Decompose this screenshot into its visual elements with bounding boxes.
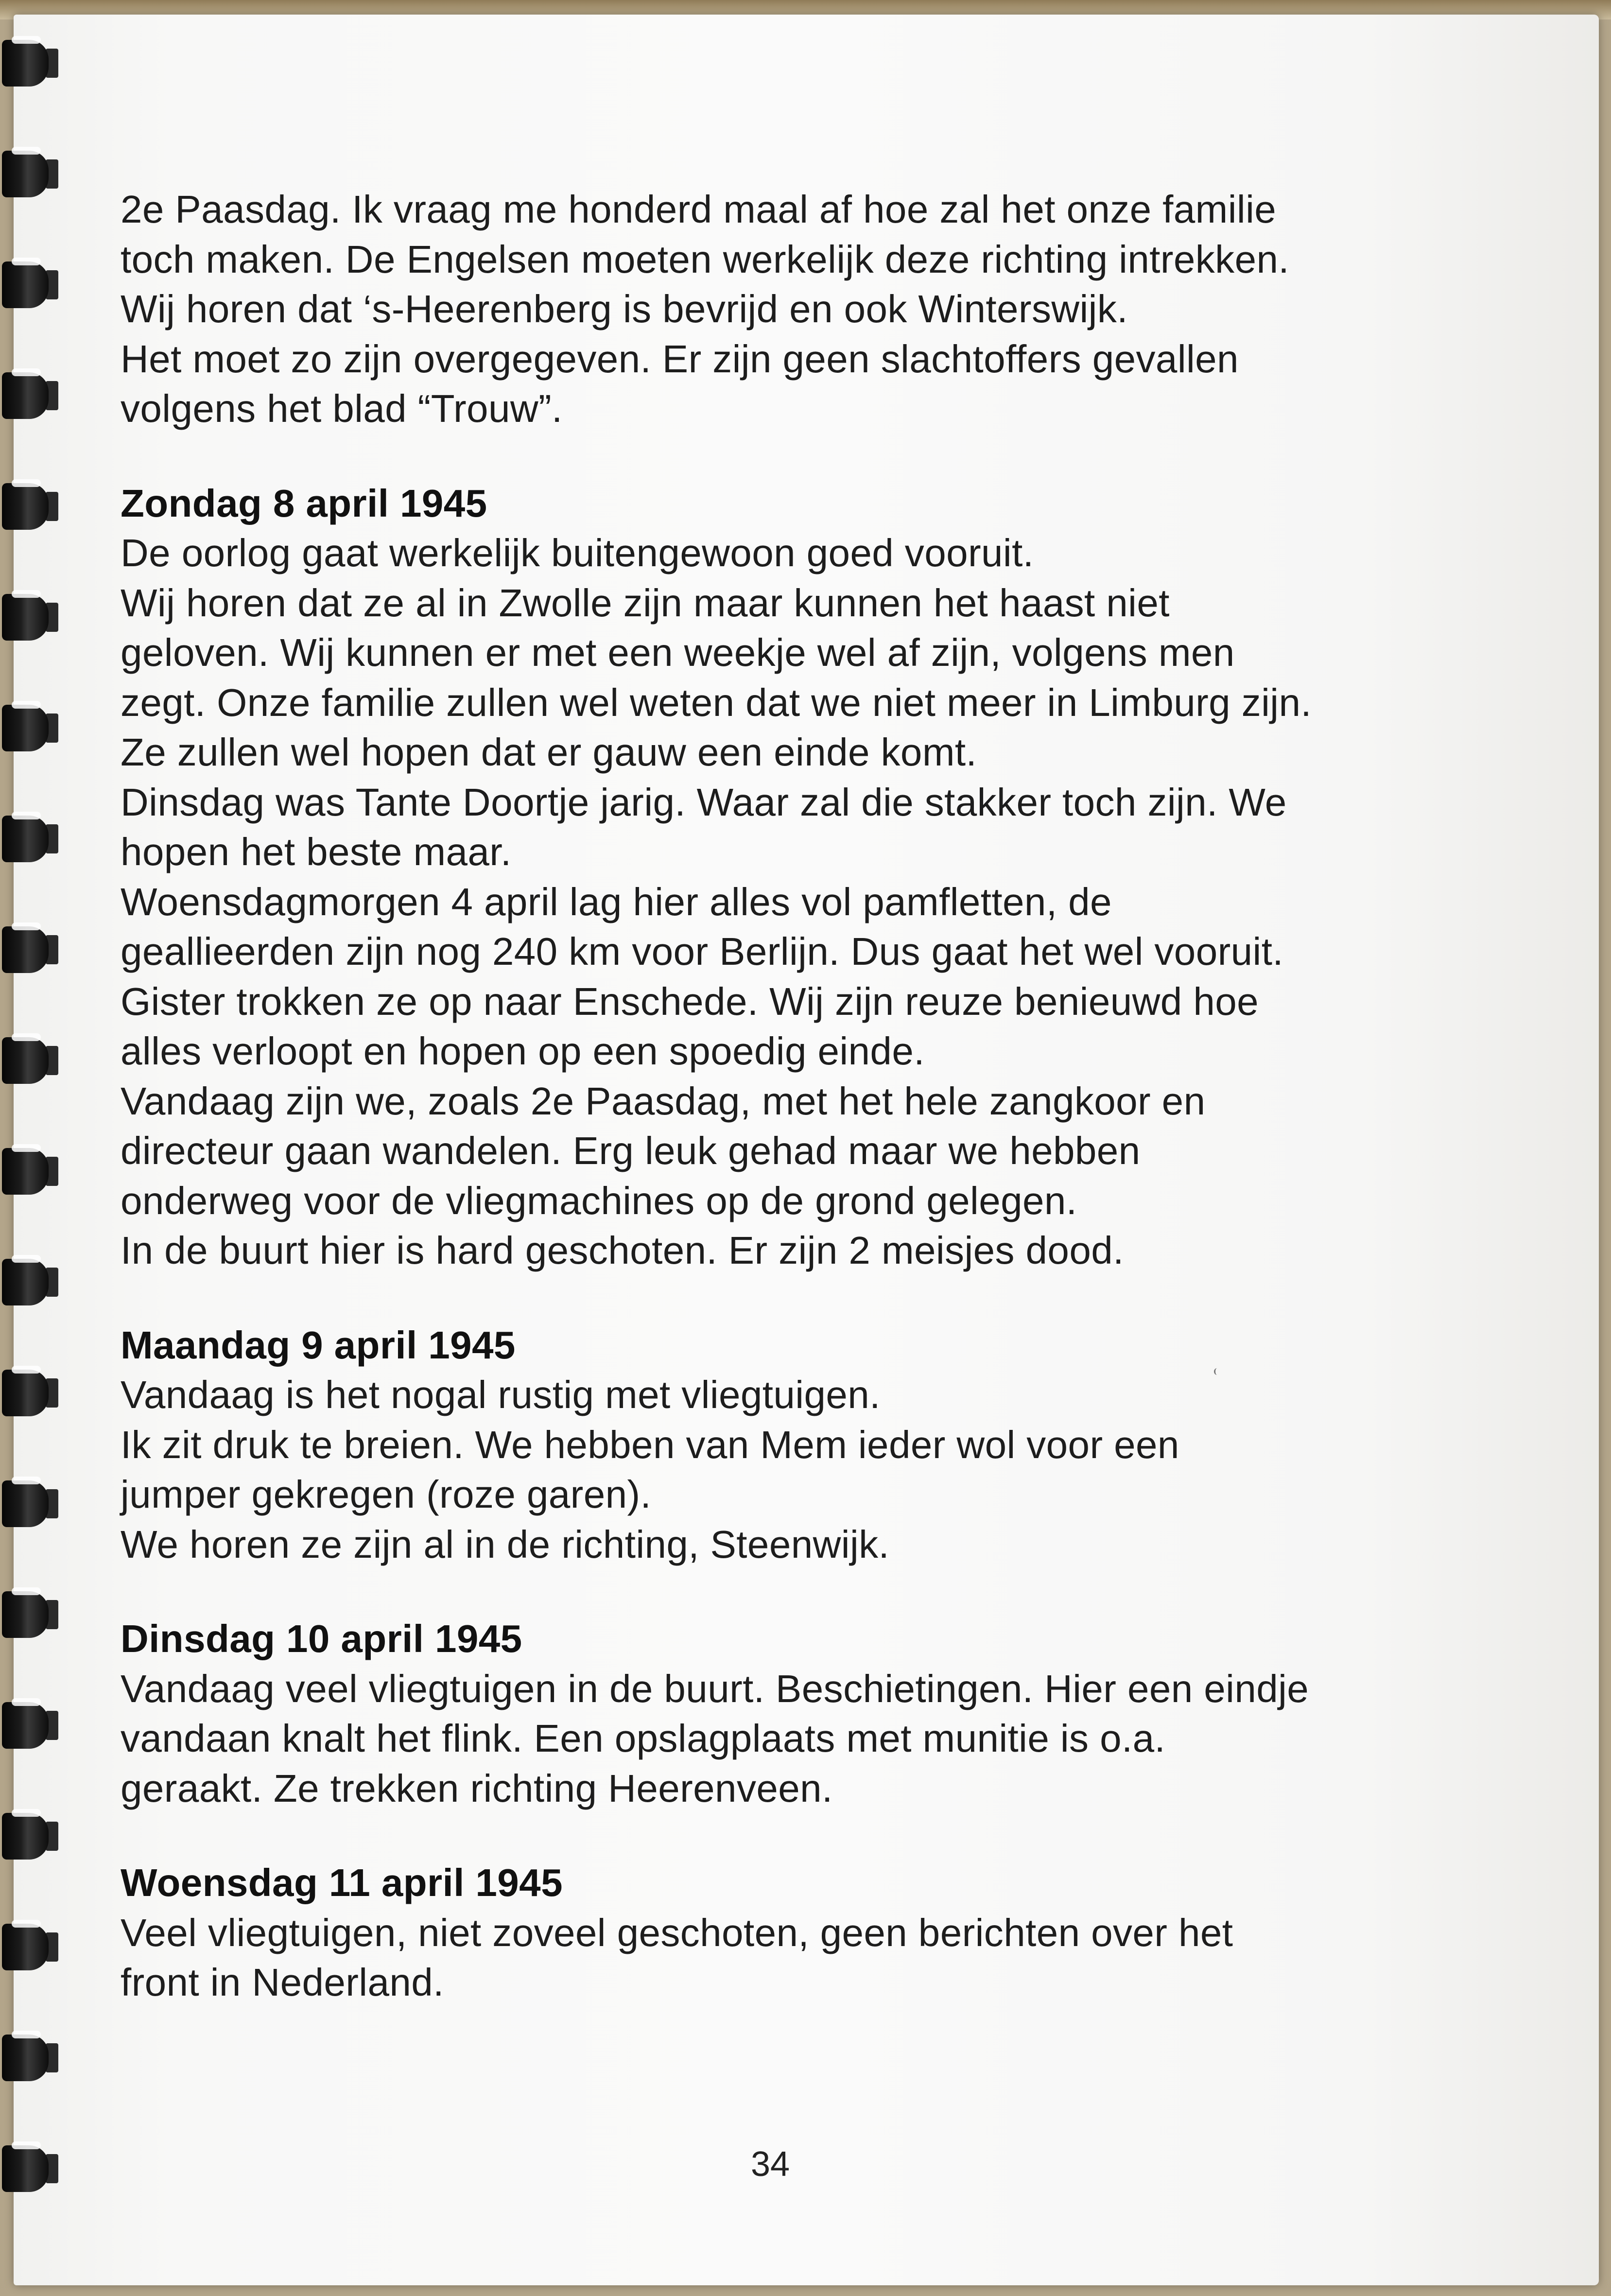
text-line: volgens het blad “Trouw”.	[121, 387, 563, 430]
text-line: geraakt. Ze trekken richting Heerenveen.	[121, 1766, 833, 1810]
entry-date-heading: Dinsdag 10 april 1945	[121, 1617, 522, 1660]
text-line: 2e Paasdag. Ik vraag me honderd maal af hoe zal het onze familie	[121, 188, 1277, 231]
diary-entry	[121, 1321, 1462, 1570]
entry-date-heading: Maandag 9 april 1945	[121, 1323, 516, 1367]
text-line: geloven. Wij kunnen er met een weekje wel af zijn, volgens men	[121, 631, 1235, 674]
text-line: Het moet zo zijn overgegeven. Er zijn geen slachtoffers gevallen	[121, 337, 1239, 381]
diary-entry	[121, 1614, 1462, 1813]
entry-date-heading: Woensdag 11 april 1945	[121, 1861, 563, 1904]
diary-entry	[121, 1858, 1462, 2008]
text-line: Wij horen dat ‘s-Heerenberg is bevrijd en ook Winterswijk.	[121, 287, 1128, 330]
binding-ring	[2, 1585, 55, 1644]
binding-ring	[2, 699, 55, 757]
paper-speck	[1214, 1368, 1220, 1375]
binding-ring	[2, 1031, 55, 1090]
text-line: front in Nederland.	[121, 1961, 444, 2004]
binding-ring	[2, 256, 55, 314]
text-line: geallieerden zijn nog 240 km voor Berlijn. Dus gaat het wel vooruit.	[121, 930, 1283, 973]
text-line: Vandaag zijn we, zoals 2e Paasdag, met het hele zangkoor en	[121, 1079, 1206, 1123]
text-line: jumper gekregen (roze garen).	[121, 1473, 652, 1516]
text-line: Vandaag is het nogal rustig met vliegtuigen.	[121, 1373, 881, 1416]
text-line: Ze zullen wel hopen dat er gauw een einde komt.	[121, 731, 977, 774]
text-line: onderweg voor de vliegmachines op de grond gelegen.	[121, 1179, 1077, 1222]
binding-ring	[2, 1807, 55, 1865]
binding-ring	[2, 1696, 55, 1755]
binding-ring	[2, 810, 55, 868]
entry-date-heading: Zondag 8 april 1945	[121, 481, 487, 525]
binding-ring	[2, 921, 55, 979]
text-line: Ik zit druk te breien. We hebben van Mem ieder wol voor een	[121, 1423, 1179, 1466]
intro-paragraph	[121, 185, 1462, 434]
spiral-binding	[0, 15, 73, 2289]
text-line: Vandaag veel vliegtuigen in de buurt. Beschietingen. Hier een eindje	[121, 1667, 1309, 1710]
binding-ring	[2, 477, 55, 536]
binding-ring	[2, 1364, 55, 1422]
text-line: toch maken. De Engelsen moeten werkelijk deze richting intrekken.	[121, 237, 1289, 281]
binding-ring	[2, 1142, 55, 1200]
text-line: hopen het beste maar.	[121, 830, 512, 873]
binding-ring	[2, 2029, 55, 2087]
text-line: Gister trokken ze op naar Enschede. Wij zijn reuze benieuwd hoe	[121, 979, 1259, 1023]
binding-ring	[2, 34, 55, 92]
text-line: zegt. Onze familie zullen wel weten dat we niet meer in Limburg zijn.	[121, 680, 1312, 724]
text-line: In de buurt hier is hard geschoten. Er zijn 2 meisjes dood.	[121, 1229, 1124, 1272]
text-line: We horen ze zijn al in de richting, Steenwijk.	[121, 1522, 890, 1566]
binding-ring	[2, 2139, 55, 2198]
binding-ring	[2, 1253, 55, 1311]
text-line: vandaan knalt het flink. Een opslagplaats met munitie is o.a.	[121, 1717, 1166, 1760]
binding-ring	[2, 1475, 55, 1533]
text-line: alles verloopt en hopen op een spoedig einde.	[121, 1029, 925, 1073]
text-line: De oorlog gaat werkelijk buitengewoon goed vooruit.	[121, 531, 1034, 574]
text-line: Veel vliegtuigen, niet zoveel geschoten, geen berichten over het	[121, 1911, 1233, 1954]
text-line: Wij horen dat ze al in Zwolle zijn maar kunnen het haast niet	[121, 581, 1170, 625]
text-line: directeur gaan wandelen. Erg leuk gehad maar we hebben	[121, 1129, 1141, 1172]
binding-ring	[2, 366, 55, 425]
text-line: Woensdagmorgen 4 april lag hier alles vol pamfletten, de	[121, 880, 1112, 923]
diary-entry	[121, 479, 1462, 1276]
binding-ring	[2, 588, 55, 646]
binding-ring	[2, 145, 55, 203]
diary-text	[121, 185, 1462, 2008]
text-line: Dinsdag was Tante Doortje jarig. Waar zal die stakker toch zijn. We	[121, 780, 1287, 824]
binding-ring	[2, 1918, 55, 1976]
page-number: 34	[751, 2145, 790, 2184]
